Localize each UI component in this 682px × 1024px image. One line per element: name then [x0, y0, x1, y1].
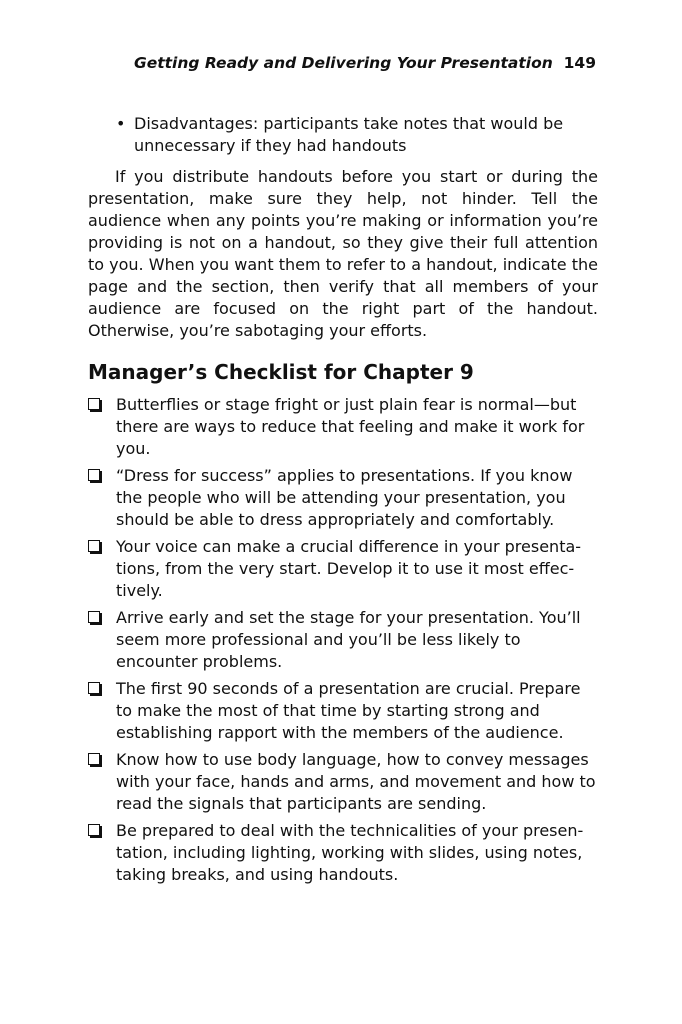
running-title: Getting Ready and Delivering Your Presentation [134, 54, 553, 72]
checklist-item-text: “Dress for success” applies to presentations. If you know the people who will be attending your presentation, you should be able to dress appropriately and comfortably. [116, 466, 573, 529]
section-heading: Manager’s Checklist for Chapter 9 [88, 360, 474, 384]
bullet-marker: • [116, 114, 126, 133]
checklist-item [88, 465, 598, 531]
checkbox-icon [88, 611, 100, 623]
checklist-item-text: Know how to use body language, how to convey messages with your face, hands and arms, and movement and how to read the signals that participants are sending. [116, 750, 596, 813]
bullet-item [116, 113, 586, 157]
checkbox-icon [88, 682, 100, 694]
checklist-item [88, 678, 598, 744]
checkbox-icon [88, 540, 100, 552]
checklist-item-text: Arrive early and set the stage for your presentation. You’ll seem more professional and you’ll be less likely to encounter problems. [116, 608, 581, 671]
running-header [134, 54, 596, 72]
checklist-item [88, 820, 598, 886]
checkbox-icon [88, 824, 100, 836]
checklist-item [88, 749, 598, 815]
checklist-item-text: Your voice can make a crucial difference in your presentations, from the very start. Develop it to use it most effectively. [116, 537, 582, 600]
checkbox-icon [88, 469, 100, 481]
checklist-item [88, 394, 598, 460]
checklist-item [88, 607, 598, 673]
checklist [88, 394, 598, 891]
checklist-item-text: Butterflies or stage fright or just plain fear is normal—but there are ways to reduce that feeling and make it work for you. [116, 395, 585, 458]
page-number: 149 [563, 54, 596, 72]
checklist-item-text: The first 90 seconds of a presentation are crucial. Prepare to make the most of that time by starting strong and establishing rapport with the members of the audience. [116, 679, 581, 742]
checklist-item [88, 536, 598, 602]
body-paragraph: If you distribute handouts before you start or during the presentation, make sure they help, not hinder. Tell the audience when any points you’re making or information you’re providing is not on a handout, so they give their full attention to you. When you want them to refer to a handout, indicate the page and the section, then verify that all members of your audience are focused on the right part of the handout. Otherwise, you’re sabotaging your efforts. [88, 167, 598, 340]
checkbox-icon [88, 753, 100, 765]
checklist-item-text: Be prepared to deal with the technicalities of your presentation, including lighting, working with slides, using notes, taking breaks, and using handouts. [116, 821, 584, 884]
bullet-text: Disadvantages: participants take notes that would be unnecessary if they had handouts [134, 114, 564, 155]
checkbox-icon [88, 398, 100, 410]
